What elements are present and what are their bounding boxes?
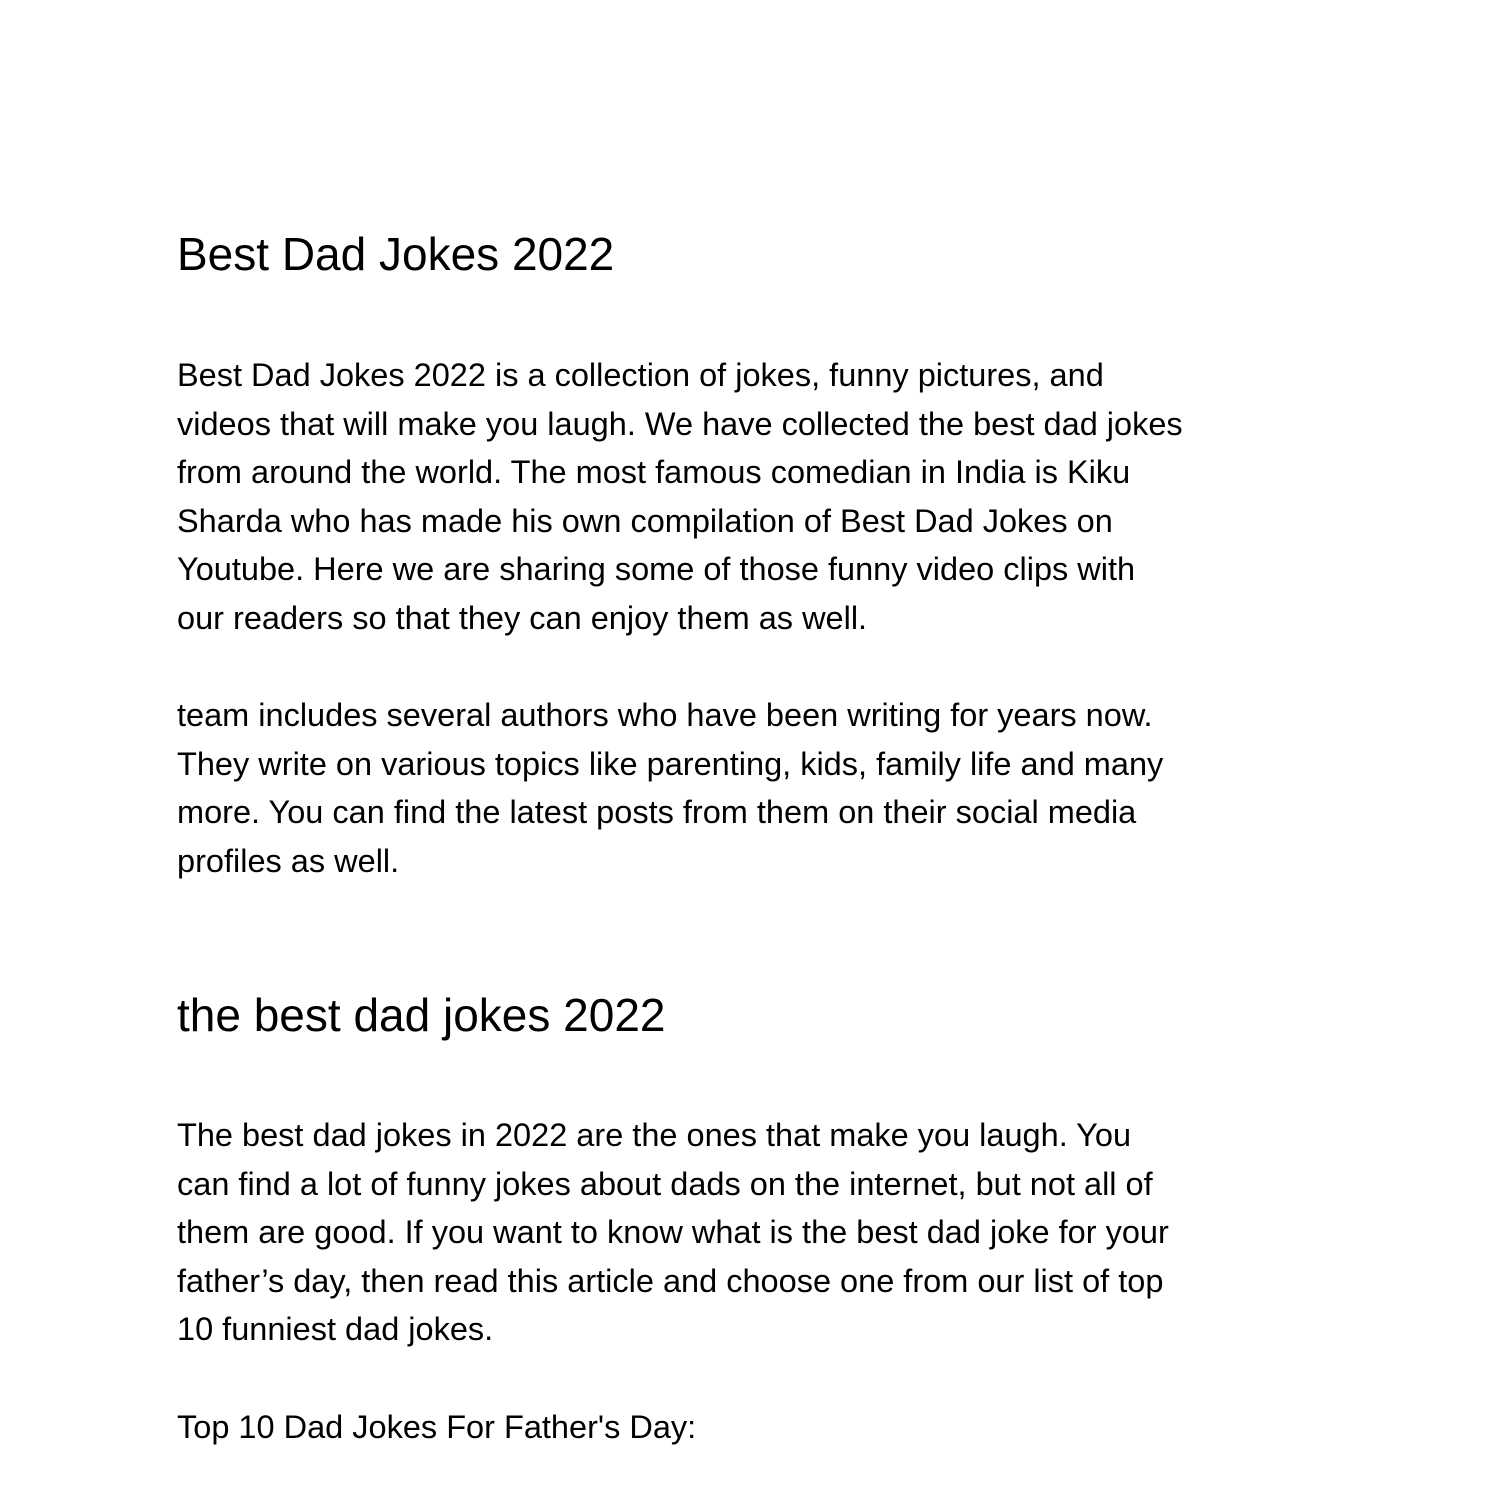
text-line: Youtube. Here we are sharing some of those funny video clips with <box>177 551 1136 588</box>
text-line: our readers so that they can enjoy them as well. <box>177 599 868 636</box>
text-line: team includes several authors who have been writing for years now. <box>177 697 1153 733</box>
text-line: more. You can find the latest posts from them on their social media <box>177 794 1137 831</box>
text-line: them are good. If you want to know what is the best dad joke for your <box>177 1214 1169 1251</box>
text-line: Best Dad Jokes 2022 is a collection of jokes, funny pictures, and <box>177 357 1104 393</box>
text-line: They write on various topics like parenting, kids, family life and many <box>177 745 1164 782</box>
text-line: Top 10 Dad Jokes For Father's Day: <box>177 1409 697 1445</box>
text-line: father’s day, then read this article and choose one from our list of top <box>177 1262 1164 1299</box>
text-line: can find a lot of funny jokes about dads on the internet, but not all of <box>177 1165 1153 1202</box>
text-line: profiles as well. <box>177 842 400 879</box>
team-paragraph <box>177 691 1163 885</box>
text-line: from around the world. The most famous comedian in India is Kiku <box>177 454 1131 491</box>
best-jokes-paragraph <box>177 1111 1169 1354</box>
text-line: The best dad jokes in 2022 are the ones that make you laugh. You <box>177 1117 1132 1153</box>
top-10-label <box>177 1403 696 1452</box>
heading-best-dad-jokes: Best Dad Jokes 2022 <box>177 228 615 280</box>
intro-paragraph <box>177 351 1183 643</box>
text-line: 10 funniest dad jokes. <box>177 1311 494 1348</box>
text-line: videos that will make you laugh. We have collected the best dad jokes <box>177 405 1183 442</box>
text-line: Sharda who has made his own compilation of Best Dad Jokes on <box>177 502 1113 539</box>
heading-the-best-dad-jokes: the best dad jokes 2022 <box>177 989 666 1041</box>
